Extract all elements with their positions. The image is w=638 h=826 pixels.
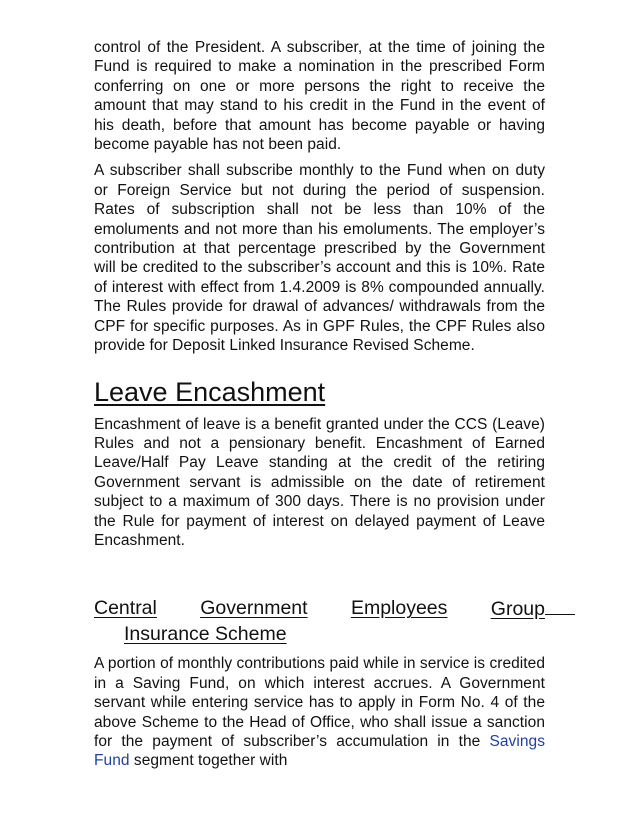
- heading-word: Group: [491, 596, 575, 622]
- document-page: [94, 38, 545, 771]
- paragraph-leave-encashment: Encashment of leave is a benefit granted under the CCS (Leave) Rules and not a pensionary benefit. Encashment of Earned Leave/Half Pay Leave standing at the credit of the retiring Government servant is admissible on the date of retirement subject to a maximum of 300 days. There is no provision under the Rule for payment of interest on delayed payment of Leave Encashment.: [94, 415, 545, 549]
- savings-fund-link[interactable]: Savings Fund: [94, 732, 545, 770]
- paragraph-cpf-subscription: A subscriber shall subscribe monthly to the Fund when on duty or Foreign Service but not during the period of suspension. Rates of subscription shall not be less than 10% of the emoluments and not more than his emoluments. The employer’s contribution at that percentage prescribed by the Government will be credited to the subscriber’s account and this is 10%. Rate of interest with effect from 1.4.2009 is 8% compounded annually. The Rules provide for drawal of advances/ withdrawals from the CPF for specific purposes. As in GPF Rules, the CPF Rules also provide for Deposit Linked Insurance Revised Scheme.: [94, 162, 545, 355]
- heading-cgegis-line2: Insurance Scheme: [124, 622, 287, 645]
- paragraph-cgegis: [94, 654, 545, 770]
- paragraph-text: segment together with: [129, 752, 288, 770]
- heading-leave-encashment: Leave Encashment: [94, 376, 326, 407]
- paragraph-cpf-nomination: control of the President. A subscriber, at the time of joining the Fund is required to make a nomination in the prescribed Form conferring on one or more persons the right to receive the amount that may stand to his credit in the Fund in the event of his death, before that amount has become payable or having become payable has not been paid.: [94, 39, 545, 154]
- heading-word: Government: [200, 597, 308, 620]
- heading-cgegis: [94, 596, 545, 646]
- heading-cgegis-line1: [94, 596, 575, 622]
- heading-word: Central: [94, 597, 157, 620]
- heading-word: Employees: [350, 597, 448, 620]
- paragraph-text: A portion of monthly contributions paid while in service is credited in a Saving Fund, on which interest accrues. A Government servant while entering service has to apply in Form No. 4 of the above Scheme to the Head of Office, who shall issue a sanction for the payment of subscriber’s accumulation in the: [94, 655, 545, 750]
